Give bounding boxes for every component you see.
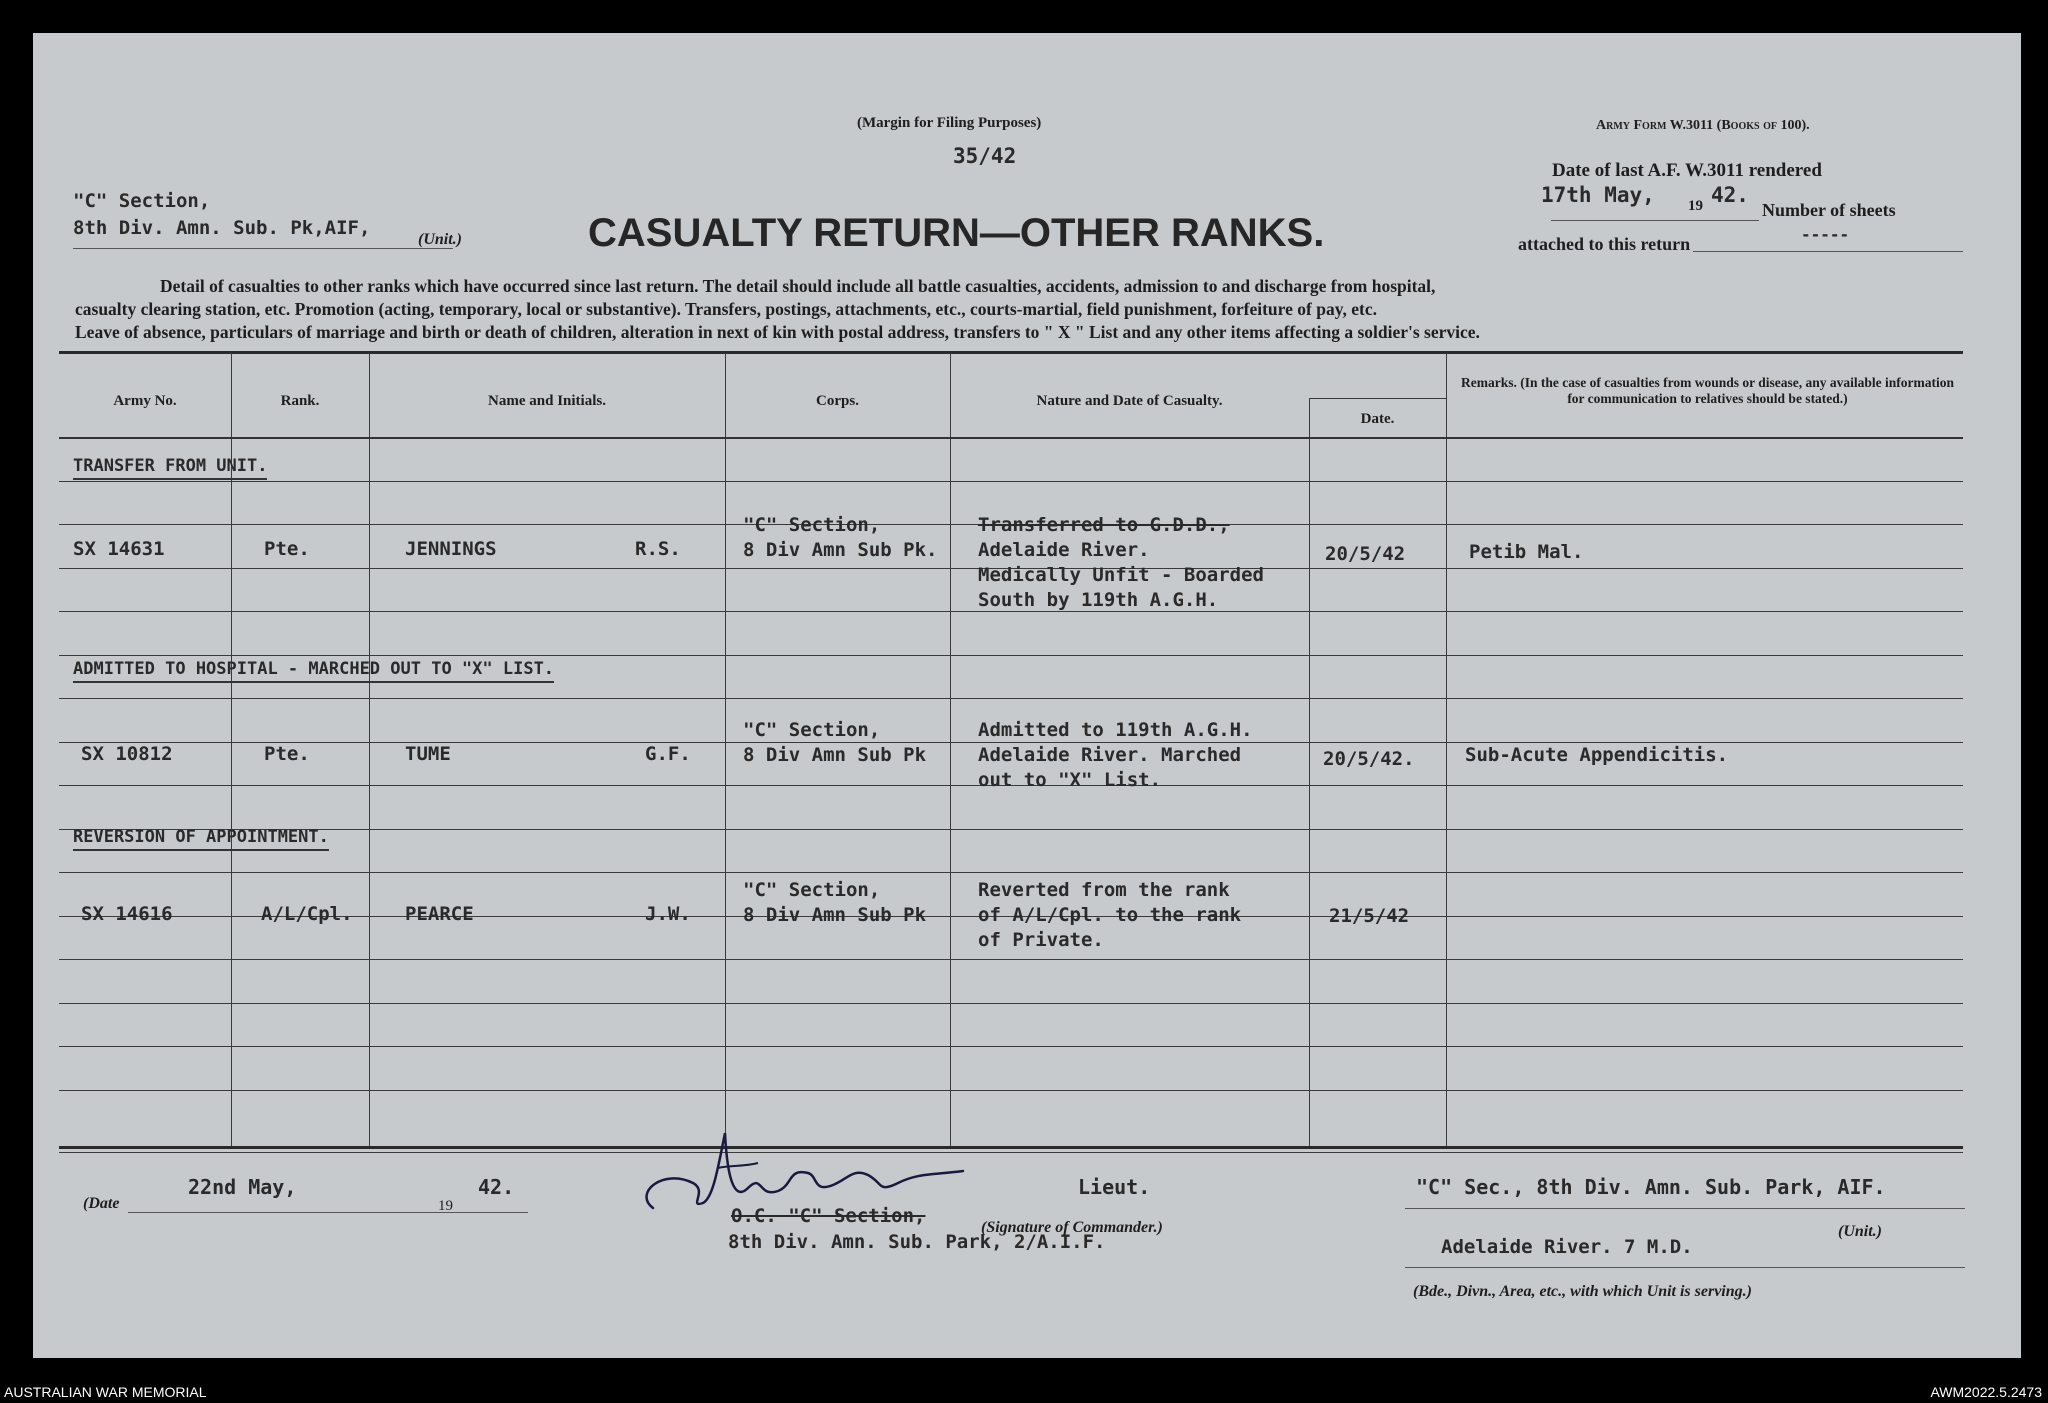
- sheets-label: Number of sheets: [1762, 200, 1896, 220]
- name-cell: TUME: [405, 743, 451, 765]
- army-no-cell: SX 10812: [81, 743, 173, 765]
- rank-cell: Pte.: [264, 743, 310, 765]
- margin-note: (Margin for Filing Purposes): [857, 115, 1042, 131]
- army-no-cell: SX 14616: [81, 903, 173, 925]
- nature-cell-line-2: Adelaide River.: [978, 539, 1150, 561]
- corps-cell-line-2: 8 Div Amn Sub Pk: [743, 744, 927, 766]
- page-title: CASUALTY RETURN—OTHER RANKS.: [588, 211, 1325, 255]
- attached-value: -----: [1801, 225, 1850, 244]
- rank-cell: Pte.: [264, 538, 310, 560]
- date-last-underline: [1551, 220, 1759, 221]
- instructions-line-3: Leave of absence, particulars of marriage and birth or death of children, alteration in next of kin with postal address, transfers to " X " List and any other items affecting a soldier's service.: [75, 322, 1480, 342]
- date-cell: 20/5/42: [1325, 543, 1406, 565]
- date-last-year-prefix: 19: [1688, 198, 1703, 214]
- col-name: Name and Initials.: [488, 393, 606, 409]
- remarks-cell: Petib Mal.: [1469, 541, 1584, 563]
- footer-rank: Lieut.: [1078, 1175, 1151, 1199]
- table-top-rule: [59, 351, 1963, 354]
- initials-cell: R.S.: [635, 538, 681, 560]
- date-last-year: 42.: [1711, 183, 1749, 207]
- nature-cell-line-3: of Private.: [978, 929, 1104, 951]
- instructions-line-2: casualty clearing station, etc. Promotion (acting, temporary, local or substantive). Transfers, postings, attachments, etc., courts-martial, field punishment, forfeiture of pay, etc.: [75, 299, 1377, 319]
- nature-cell-line-1: Reverted from the rank: [978, 879, 1230, 901]
- nature-cell-line-2: Adelaide River. Marched: [978, 744, 1242, 766]
- nature-cell-line-3: Medically Unfit - Boarded: [978, 564, 1264, 586]
- footer-date-value: 22nd May,: [188, 1175, 297, 1199]
- footer-unit-line-1: "C" Sec., 8th Div. Amn. Sub. Park, AIF.: [1416, 1175, 1886, 1199]
- corps-cell-line-1: "C" Section,: [743, 514, 881, 536]
- date-last-label: Date of last A.F. W.3011 rendered: [1552, 160, 1822, 181]
- archive-credit: AUSTRALIAN WAR MEMORIAL: [4, 1384, 207, 1400]
- unit-label: (Unit.): [418, 231, 462, 248]
- footer-bde-label: (Bde., Divn., Area, etc., with which Unit is serving.): [1413, 1283, 1752, 1300]
- oc-line-1: O.C. "C" Section,: [731, 1205, 926, 1227]
- col-date: Date.: [1360, 411, 1395, 427]
- col-remarks: Remarks. (In the case of casualties from wounds or disease, any available information for communication to relatives should be stated.): [1461, 375, 1954, 406]
- form-sheet: [33, 33, 2021, 1358]
- army-no-cell: SX 14631: [73, 538, 165, 560]
- date-cell: 20/5/42.: [1323, 748, 1415, 770]
- col-nature: Nature and Date of Casualty.: [1036, 393, 1223, 409]
- initials-cell: J.W.: [645, 903, 691, 925]
- footer-year-prefix: 19: [438, 1198, 453, 1214]
- col-army-no: Army No.: [113, 393, 177, 409]
- footer-unit-label: (Unit.): [1838, 1223, 1882, 1240]
- col-rank: Rank.: [280, 393, 320, 409]
- nature-cell-line-1: Transferred to G.D.D.,: [978, 514, 1230, 536]
- signature-label: (Signature of Commander.): [981, 1219, 1163, 1236]
- name-cell: PEARCE: [405, 903, 474, 925]
- initials-cell: G.F.: [645, 743, 691, 765]
- form-reference: Army Form W.3011 (Books of 100).: [1596, 118, 1810, 133]
- attached-underline: [1693, 251, 1963, 252]
- corps-cell-line-1: "C" Section,: [743, 879, 881, 901]
- unit-line-1: "C" Section,: [73, 190, 211, 212]
- instructions-line-1: Detail of casualties to other ranks which have occurred since last return. The detail should include all battle casualties, accidents, admission to and discharge from hospital,: [160, 276, 1436, 296]
- file-reference: 35/42: [953, 144, 1017, 168]
- unit-underline: [73, 248, 453, 249]
- archive-accession: AWM2022.5.2473: [1930, 1384, 2042, 1400]
- date-cell: 21/5/42: [1329, 905, 1410, 927]
- corps-cell-line-2: 8 Div Amn Sub Pk: [743, 904, 927, 926]
- footer-year-value: 42.: [478, 1175, 515, 1199]
- col-corps: Corps.: [816, 393, 859, 409]
- footer-unit-line-2: Adelaide River. 7 M.D.: [1441, 1236, 1693, 1258]
- section-heading: REVERSION OF APPOINTMENT.: [73, 827, 329, 851]
- remarks-cell: Sub-Acute Appendicitis.: [1465, 744, 1729, 766]
- section-heading: TRANSFER FROM UNIT.: [73, 456, 267, 480]
- name-cell: JENNINGS: [405, 538, 497, 560]
- corps-cell-line-1: "C" Section,: [743, 719, 881, 741]
- unit-line-2: 8th Div. Amn. Sub. Pk,AIF,: [73, 217, 371, 239]
- footer-date-label: (Date: [83, 1195, 120, 1212]
- nature-cell-line-4: South by 119th A.G.H.: [978, 589, 1219, 611]
- nature-cell-line-3: out to "X" List.: [978, 769, 1162, 791]
- rank-cell: A/L/Cpl.: [261, 903, 353, 925]
- nature-cell-line-2: of A/L/Cpl. to the rank: [978, 904, 1242, 926]
- date-last-value: 17th May,: [1541, 183, 1655, 207]
- section-heading: ADMITTED TO HOSPITAL - MARCHED OUT TO "X" LIST.: [73, 659, 554, 683]
- oc-line-2: 8th Div. Amn. Sub. Park, 2/A.I.F.: [728, 1231, 1106, 1253]
- corps-cell-line-2: 8 Div Amn Sub Pk.: [743, 539, 938, 561]
- nature-cell-line-1: Admitted to 119th A.G.H.: [978, 719, 1253, 741]
- header-bottom-rule: [59, 437, 1963, 439]
- attached-label: attached to this return: [1518, 234, 1691, 254]
